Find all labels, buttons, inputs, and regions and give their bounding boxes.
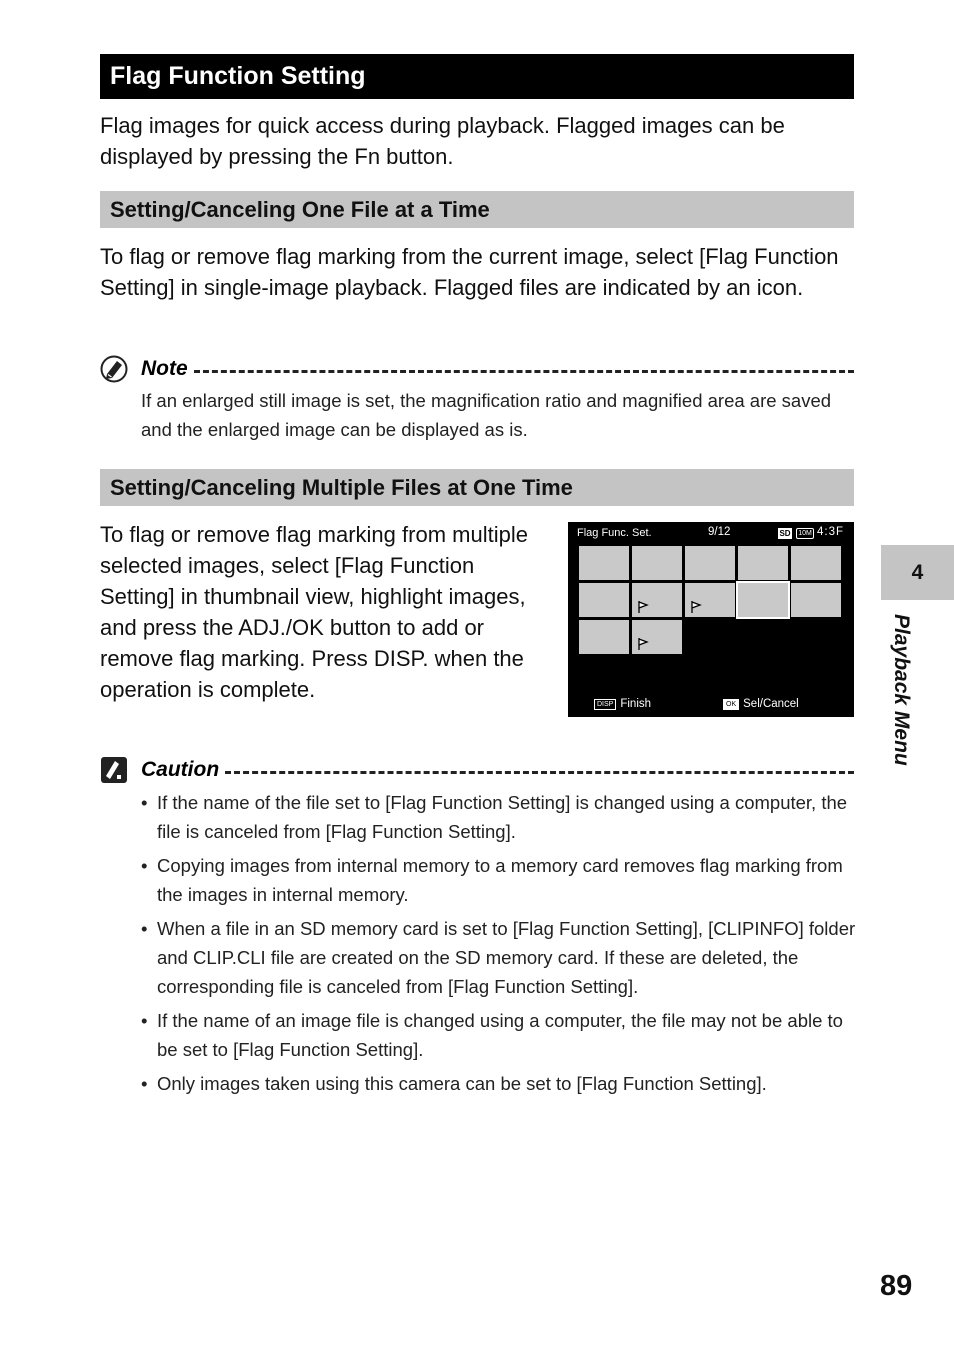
intro-paragraph: Flag images for quick access during playback. Flagged images can be displayed by pressing the Fn button. xyxy=(100,113,785,169)
thumbnail xyxy=(685,546,735,580)
finish-hint xyxy=(594,698,651,710)
note-label: Note xyxy=(141,357,188,380)
flag-icon xyxy=(690,600,702,614)
caution-label: Caution xyxy=(141,758,220,781)
chapter-tab-number: 4 xyxy=(881,545,954,600)
sel-cancel-label: Sel/Cancel xyxy=(743,698,799,710)
note-divider xyxy=(194,370,854,373)
pencil-icon xyxy=(100,355,128,383)
thumbnail xyxy=(632,546,682,580)
aspect-ratio-label: 4:3F xyxy=(817,526,845,538)
thumbnail xyxy=(791,546,841,580)
thumbnail xyxy=(579,546,629,580)
flag-icon xyxy=(637,637,649,651)
thumbnail xyxy=(632,620,682,654)
caution-item: • Only images taken using this camera can be set to [Flag Function Setting]. xyxy=(141,1069,856,1098)
camera-screen-illustration xyxy=(568,522,854,717)
thumbnail xyxy=(632,583,682,617)
finish-label: Finish xyxy=(620,698,652,710)
flag-icon xyxy=(637,600,649,614)
sel-cancel-hint xyxy=(723,698,799,710)
caution-item: • If the name of an image file is changed using a computer, the file may not be able to be set to [Flag Function Setting]. xyxy=(141,1006,856,1064)
disp-button-icon: DISP xyxy=(594,699,616,710)
caution-item: • If the name of the file set to [Flag Function Setting] is changed using a computer, the file is canceled from [Flag Function Setting]. xyxy=(141,788,856,846)
thumbnail xyxy=(579,583,629,617)
page-title: Flag Function Setting xyxy=(100,54,854,99)
section-one-file-body: To flag or remove flag marking from the current image, select [Flag Function Setting] in single-image playback. Flagged files are indicated by an icon. xyxy=(100,244,839,300)
page-number: 89 xyxy=(880,1270,913,1302)
chapter-tab-label: Playback Menu xyxy=(890,614,913,766)
section-heading-one-file: Setting/Canceling One File at a Time xyxy=(100,191,854,228)
caution-header xyxy=(100,755,854,785)
caution-icon xyxy=(100,756,128,784)
thumbnail xyxy=(579,620,629,654)
thumbnail xyxy=(685,583,735,617)
note-header xyxy=(100,354,854,384)
caution-item: • When a file in an SD memory card is set to [Flag Function Setting], [CLIPINFO] folder and CLIP.CLI file are created on the SD memory card. If these are deleted, the corresponding file is canceled from [Flag Function Setting]. xyxy=(141,914,856,1001)
thumbnail-selected xyxy=(738,583,788,617)
camera-screen-title: Flag Func. Set. xyxy=(577,527,652,539)
section-heading-multiple-files: Setting/Canceling Multiple Files at One Time xyxy=(100,469,854,506)
thumbnail xyxy=(738,546,788,580)
note-text: If an enlarged still image is set, the magnification ratio and magnified area are saved and the enlarged image can be displayed as is. xyxy=(141,390,832,440)
sd-card-icon: SD xyxy=(779,529,791,538)
thumbnail xyxy=(791,583,841,617)
ok-button-icon: OK xyxy=(723,699,739,710)
caution-divider xyxy=(225,771,854,774)
caution-list xyxy=(141,788,856,1103)
camera-image-count: 9/12 xyxy=(708,526,731,538)
section-multiple-files-body: To flag or remove flag marking from multiple selected images, select [Flag Function Setting] in thumbnail view, highlight images, and press the ADJ./OK button to add or remove flag marking. Press DISP. when the operation is complete. xyxy=(100,522,528,702)
image-size-icon: 10M xyxy=(796,528,814,539)
caution-item: • Copying images from internal memory to a memory card removes flag marking from the images in internal memory. xyxy=(141,851,856,909)
